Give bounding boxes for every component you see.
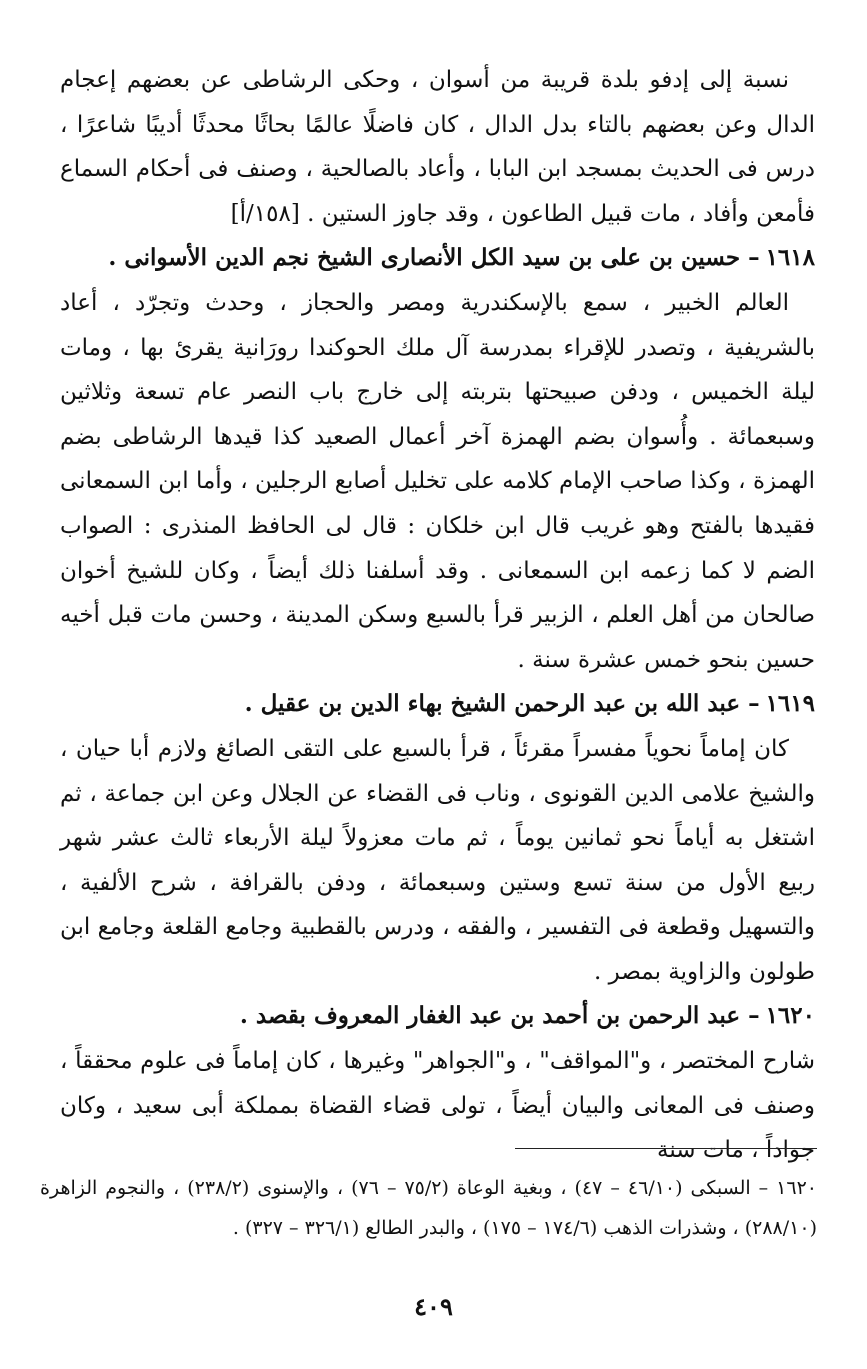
body-paragraph: كان إماماً نحوياً مفسراً مقرئاً ، قرأ بالسبع على التقى الصائغ ولازم أبا حيان ، والشيخ علامى الدين القونوى ، وناب فى القضاء عن الجلال وعن ابن جماعة ، ثم اشتغل به أياماً نحو ثمانين يوماً ، ثم مات معزولاً ليلة الأربعاء ثالث عشر شهر ربيع الأول من سنة تسع وستين وسبعمائة ، ودفن بالقرافة ، شرح الألفية ، والتسهيل وقطعة فى التفسير ، والفقه ، ودرس بالقطبية وجامع القلعة وجامع ابن طولون والزاوية بمصر . — [60, 735, 815, 985]
entry-number: ١٦١٨ — [765, 244, 815, 272]
entry-heading — [60, 682, 815, 727]
body-paragraph: شارح المختصر ، و"المواقف" ، و"الجواهر" وغيرها ، كان إماماً فى علوم محققاً ، وصنف فى المعانى والبيان أيضاً ، تولى قضاء القضاة بمملكة أبى سعيد ، وكان جواداً ، مات سنة — [60, 1048, 815, 1164]
body-paragraph: نسبة إلى إدفو بلدة قريبة من أسوان ، وحكى الرشاطى عن بعضهم إعجام الدال وعن بعضهم بالتاء بدل الدال ، كان فاضلًا عالمًا بحاثًا محدثًا أديبًا شاعرًا ، درس فى الحديث بمسجد ابن البابا ، وأعاد بالصالحية ، وصنف فى أحكام السماع فأمعن وأفاد ، مات قبيل الطاعون ، وقد جاوز الستين . [١٥٨/أ] — [60, 67, 815, 227]
main-text — [60, 58, 815, 1173]
entry-number: ١٦١٩ — [765, 690, 815, 718]
entry-number: ١٦٢٠ — [765, 1002, 815, 1030]
page-number: ٤٠٩ — [414, 1292, 453, 1321]
entry-title: – عبد الله بن عبد الرحمن الشيخ بهاء الدين بن عقيل . — [244, 690, 760, 718]
entry-heading — [60, 994, 815, 1039]
entry-title: – حسين بن على بن سيد الكل الأنصارى الشيخ نجم الدين الأسوانى . — [108, 244, 760, 272]
footnote-separator — [515, 1148, 817, 1149]
footnotes — [40, 1168, 817, 1248]
entry-heading — [60, 236, 815, 281]
body-paragraph: العالم الخبير ، سمع بالإسكندرية ومصر والحجاز ، وحدث وتجرّد ، أعاد بالشريفية ، وتصدر للإقراء بمدرسة آل ملك الحوكندا رورَانية يقرئ بها ، ومات ليلة الخميس ، ودفن صبيحتها بتربته إلى خارج باب النصر عام تسعة وثلاثين وسبعمائة . وأُسوان بضم الهمزة آخر أعمال الصعيد كذا قيدها الرشاطى بضم الهمزة ، وكذا صاحب الإمام كلامه على تخليل أصابع الرجلين ، وأما ابن السمعانى فقيدها بالفتح وهو غريب قال ابن خلكان : قال لى الحافظ المنذرى : الصواب الضم لا كما زعمه ابن السمعانى . وقد أسلفنا ذلك أيضاً ، وكان للشيخ أخوان صالحان من أهل العلم ، الزبير قرأ بالسبع وسكن المدينة ، وحسن مات قبل أخيه حسين بنحو خمس عشرة سنة . — [60, 289, 815, 673]
entry-title: – عبد الرحمن بن أحمد بن عبد الغفار المعروف بقصد . — [239, 1002, 760, 1030]
footnote-1620: ١٦٢٠ – السبكى (٤٦/١٠ – ٤٧) ، وبغية الوعاة (٧٥/٢ – ٧٦) ، والإسنوى (٢٣٨/٢) ، والنجوم الزاهرة (٢٨٨/١٠) ، وشذرات الذهب (١٧٤/٦ – ١٧٥) ، والبدر الطالع (٣٢٦/١ – ٣٢٧) . — [40, 1177, 817, 1239]
